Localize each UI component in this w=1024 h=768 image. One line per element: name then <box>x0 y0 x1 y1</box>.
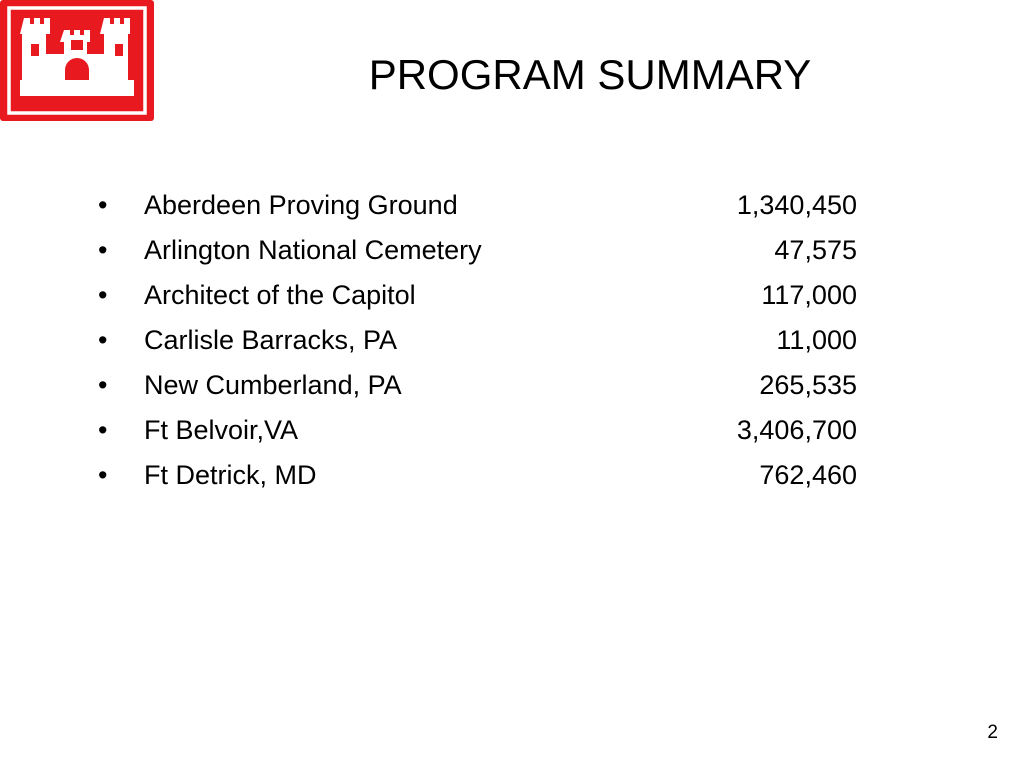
item-value: 1,340,450 <box>736 190 857 220</box>
item-value: 47,575 <box>774 235 857 265</box>
item-label: Carlisle Barracks, PA <box>144 325 398 355</box>
bullet: • <box>98 280 108 310</box>
item-label: Architect of the Capitol <box>144 280 416 310</box>
list-item <box>0 365 1024 405</box>
bullet: • <box>98 415 108 445</box>
item-label: Ft Belvoir,VA <box>144 415 299 445</box>
bullet: • <box>98 190 108 220</box>
item-value: 117,000 <box>761 280 857 310</box>
list-item <box>0 230 1024 270</box>
list-item <box>0 275 1024 315</box>
item-value: 762,460 <box>759 460 857 490</box>
bullet: • <box>98 460 108 490</box>
item-label: Arlington National Cemetery <box>144 235 482 265</box>
bullet: • <box>98 325 108 355</box>
item-value: 3,406,700 <box>736 415 857 445</box>
item-value: 265,535 <box>759 370 857 400</box>
list-item <box>0 455 1024 495</box>
page-number: 2 <box>987 722 998 743</box>
list-item <box>0 320 1024 360</box>
bullet: • <box>98 235 108 265</box>
bullet: • <box>98 370 108 400</box>
item-label: Ft Detrick, MD <box>144 460 317 490</box>
list-item <box>0 185 1024 225</box>
item-label: New Cumberland, PA <box>144 370 402 400</box>
item-label: Aberdeen Proving Ground <box>144 190 458 220</box>
slide-title: PROGRAM SUMMARY <box>368 51 812 98</box>
list-item <box>0 410 1024 450</box>
item-value: 11,000 <box>776 325 857 355</box>
